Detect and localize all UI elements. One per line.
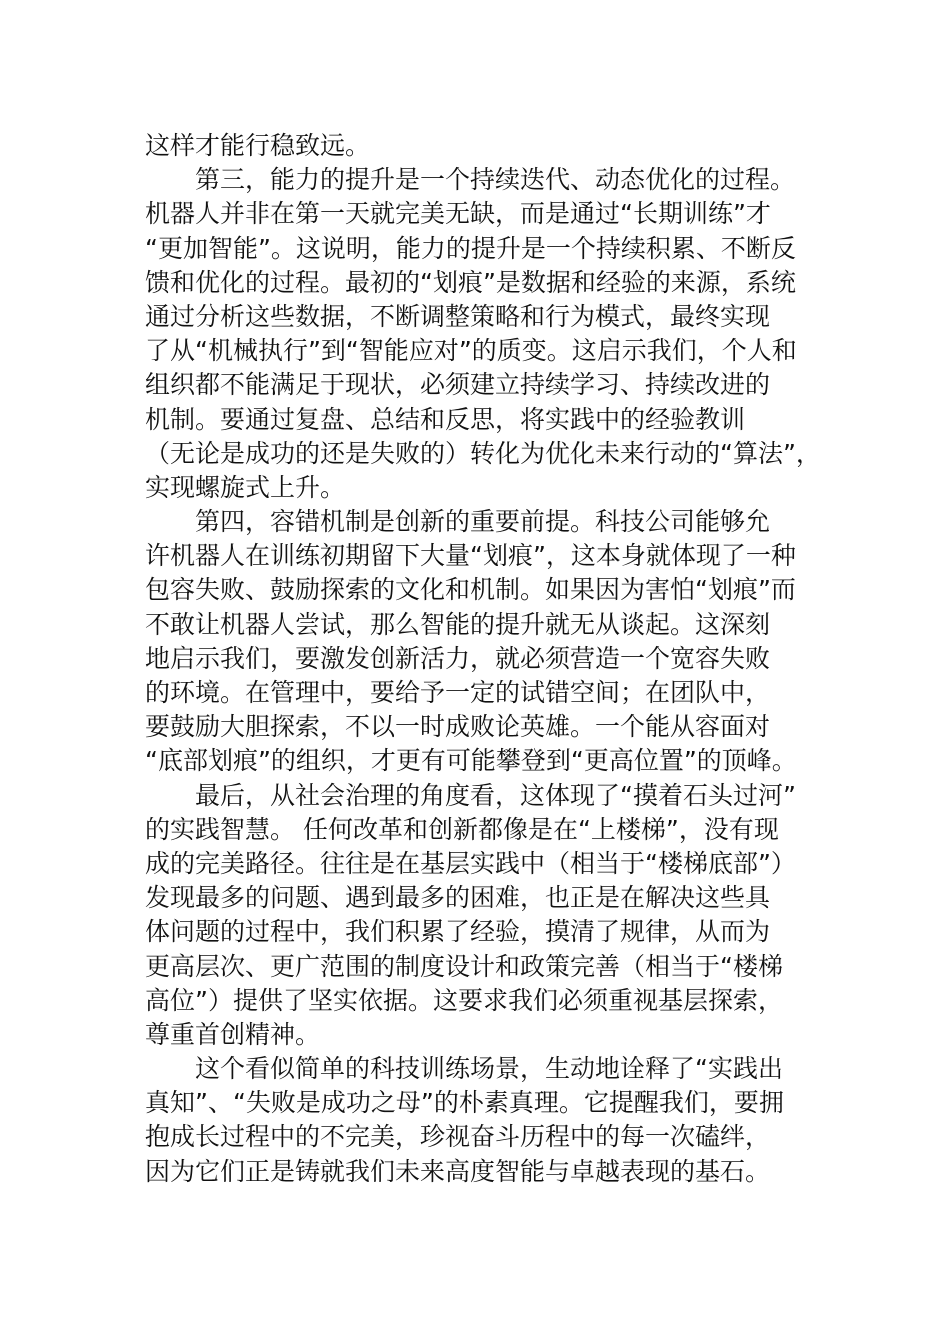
text-line: 的实践智慧。 任何改革和创新都像是在“上楼梯”，没有现	[145, 814, 779, 844]
text-line: 尊重首创精神。	[145, 1019, 321, 1049]
text-line: 馈和优化的过程。最初的“划痕”是数据和经验的来源，系统	[145, 267, 796, 297]
text-line: 机制。要通过复盘、总结和反思，将实践中的经验教训	[145, 404, 746, 434]
text-line: 真知”、“失败是成功之母”的朴素真理。它提醒我们，要拥	[145, 1088, 784, 1118]
text-line: 成的完美路径。往往是在基层实践中（相当于“楼梯底部”）	[145, 848, 796, 878]
text-line: 机器人并非在第一天就完美无缺，而是通过“长期训练”才	[145, 199, 771, 229]
text-line: 更高层次、更广范围的制度设计和政策完善（相当于“楼梯	[145, 951, 783, 981]
text-line: 因为它们正是铸就我们未来高度智能与卓越表现的基石。	[145, 1156, 771, 1186]
text-line: 的环境。在管理中，要给予一定的试错空间；在团队中，	[145, 678, 771, 707]
text-line: 体问题的过程中，我们积累了经验，摸清了规律，从而为	[145, 917, 771, 947]
text-line: “更加智能”。这说明，能力的提升是一个持续积累、不断反	[145, 233, 796, 263]
text-line: 实现螺旋式上升。	[145, 472, 346, 502]
text-line: 地启示我们，要激发创新活力，就必须营造一个宽容失败	[145, 643, 771, 673]
paragraph-start-line: 这个看似简单的科技训练场景，生动地诠释了“实践出	[195, 1054, 783, 1084]
text-line: 包容失败、鼓励探索的文化和机制。如果因为害怕“划痕”而	[145, 575, 796, 605]
text-line: （无论是成功的还是失败的）转化为优化未来行动的“算法”，	[145, 438, 821, 468]
text-line: 这样才能行稳致远。	[145, 131, 371, 160]
paragraph-start-line: 第三，能力的提升是一个持续迭代、动态优化的过程。	[195, 165, 796, 195]
text-line: “底部划痕”的组织，才更有可能攀登到“更高位置”的顶峰。	[145, 746, 797, 776]
body-text	[145, 129, 821, 1189]
text-line: 不敢让机器人尝试，那么智能的提升就无从谈起。这深刻	[145, 609, 771, 639]
paragraph-start-line: 最后，从社会治理的角度看，这体现了“摸着石头过河”	[195, 780, 796, 810]
text-line: 发现最多的问题、遇到最多的困难，也正是在解决这些具	[145, 883, 771, 913]
text-line: 组织都不能满足于现状，必须建立持续学习、持续改进的	[145, 370, 771, 400]
text-line: 了从“机械执行”到“智能应对”的质变。这启示我们，个人和	[145, 336, 797, 366]
text-line: 通过分析这些数据，不断调整策略和行为模式，最终实现	[145, 301, 771, 331]
text-line: 抱成长过程中的不完美，珍视奋斗历程中的每一次磕绊，	[145, 1122, 771, 1152]
text-line: 许机器人在训练初期留下大量“划痕”，这本身就体现了一种	[145, 541, 796, 571]
text-line: 要鼓励大胆探索，不以一时成败论英雄。一个能从容面对	[145, 712, 771, 742]
text-line: 高位”）提供了坚实依据。这要求我们必须重视基层探索，	[145, 985, 783, 1015]
paragraph-start-line: 第四，容错机制是创新的重要前提。科技公司能够允	[195, 507, 771, 537]
